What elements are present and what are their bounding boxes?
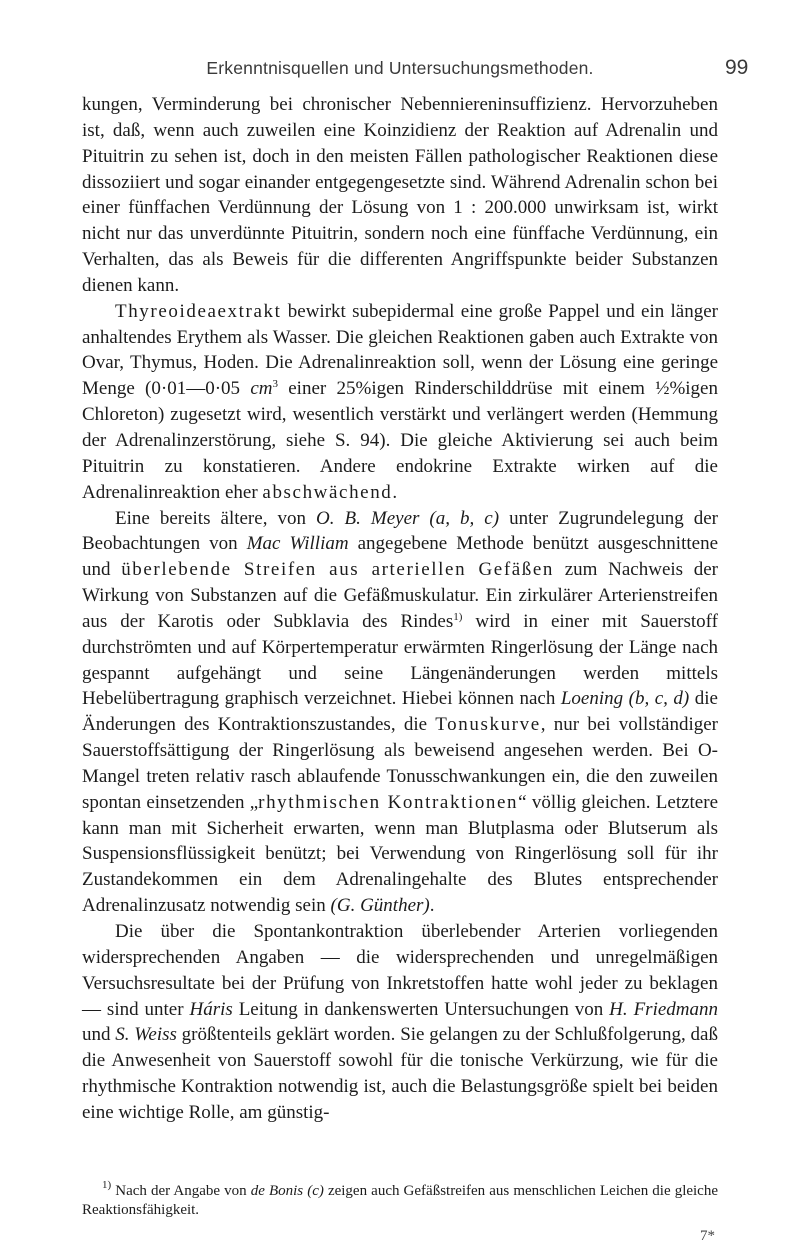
paragraph-3 <box>82 506 718 920</box>
footnote <box>82 1179 718 1220</box>
text-run: Leitung in dankenswerten Untersuchungen von <box>232 998 610 1020</box>
footnote-mark: 1) <box>102 1179 112 1191</box>
text-run: zeigen auch Gefäßstreifen aus menschlichen Leichen die gleiche Reaktionsfähigkeit. <box>82 1183 718 1218</box>
text-run: , nur bei vollständiger Sauerstoffsättigung der Ringerlösung als beweisend angesehen werden. Bei O-Mangel treten relativ rasch ablaufende Tonusschwankungen ein, die den zuweilen spontan einsetzenden „ <box>82 714 718 813</box>
text-run: . <box>429 895 435 917</box>
text-run: . <box>392 481 398 503</box>
text-run: Nach der Angabe von <box>111 1183 251 1199</box>
printer-signature: 7* <box>700 1228 715 1244</box>
author-citation: O. B. Meyer (a, b, c) <box>316 507 500 529</box>
text-run: unter Zugrundelegung der Beobachtungen von <box>82 507 718 555</box>
page-number: 99 <box>725 56 749 79</box>
text-run: wird in einer mit Sauerstoff durchströmten und auf Körpertemperatur erwärmten Ringerlösung der Länge nach gespannt aufgehängt und seine Längenänderungen werden mittels Hebelübertragung graphisch verzeichnet. Hiebei können nach <box>82 610 718 710</box>
text-run: “ völlig gleichen. Letztere kann man mit Sicherheit erwarten, wenn man Blutplasma oder Blutserum als Suspensionsflüssigkeit benützt; bei Verwendung von Ringerlösung soll für ihr Zustandekommen ein dem Adrenalingehalte des Blutes entsprechender Adrenalinzusatz notwendig sein <box>82 791 718 917</box>
author-citation: (G. Günther) <box>330 895 430 917</box>
text-run: bewirkt subepidermal eine große Pappel und ein länger anhaltendes Erythem als Wasser. Die gleichen Reaktionen gaben auch Extrakte von Ovar, Thymus, Hoden. Die Adrenalinreaktion soll, wenn der Lösung eine geringe Menge (0·01—0·05 <box>82 300 718 400</box>
author-citation: S. Weiss <box>115 1024 177 1046</box>
unit: cm <box>250 378 273 400</box>
running-title: Erkenntnisquellen und Untersuchungsmethoden. <box>206 58 594 78</box>
text-run: kungen, Verminderung bei chronischer Nebenniereninsuffizienz. Hervorzuheben ist, daß, wenn auch zuweilen eine Koinzidienz der Reaktion auf Adrenalin und Pituitrin zu sehen ist, doch in den meisten Fällen pathologischer Reaktionen diese dissoziiert und sogar einander entgegengesetzte sind. Während Adrenalin schon bei einer fünffachen Verdünnung der Lösung von 1 : 200.000 unwirksam ist, wirkt nicht nur das unverdünnte Pituitrin, sondern noch eine fünffache Verdünnung, ein Verhalten, das als Beweis für die differenten Angriffspunkte beider Substanzen dienen kann. <box>82 94 718 296</box>
paragraph-4 <box>82 919 718 1126</box>
text-run: angegebene Methode benützt ausgeschnittene und <box>82 533 718 581</box>
spaced-term: Thyreoideaextrakt <box>115 300 282 322</box>
text-run: und <box>82 1024 116 1046</box>
paragraph-2 <box>82 299 718 506</box>
author-citation: de Bonis (c) <box>250 1183 324 1199</box>
text-run: einer 25%igen Rinderschilddrüse mit einem ½%igen Chloreton) zugesetzt wird, wesentlich verstärkt und verlängert werden (Hemmung der Adrenalinzerstörung, siehe S. 94). Die gleiche Aktivierung sei auch beim Pituitrin zu konstatieren. Andere endokrine Extrakte wirken auf die Adrenalinreaktion eher <box>82 378 718 503</box>
text-run: größtenteils geklärt worden. Sie gelangen zu der Schlußfolgerung, daß die Anwesenheit von Sauerstoff sowohl für die tonische Verkürzung, wie für die rhythmische Kontraktion notwendig ist, auch die Belastungsgröße spielt bei beiden eine wichtige Rolle, am günstig- <box>82 1024 718 1123</box>
author-citation: Loening (b, c, d) <box>560 688 690 710</box>
spaced-term: rhythmischen Kontraktionen <box>258 791 519 813</box>
footnote-reference: 1) <box>453 610 463 623</box>
text-run: zum Nachweis der Wirkung von Substanzen auf die Gefäßmuskulatur. Ein zirkulärer Arterienstreifen aus der Karotis oder Subklavia des Rindes <box>82 559 719 632</box>
author-citation: Háris <box>189 998 233 1020</box>
author-citation: H. Friedmann <box>609 998 718 1020</box>
text-run: die Änderungen des Kontraktionszustandes, die <box>82 688 718 736</box>
text-run: Eine bereits ältere, von <box>115 507 316 529</box>
author-citation: Mac William <box>246 533 349 555</box>
body-text <box>82 92 718 1126</box>
spaced-term: überlebende Streifen aus arteriellen Gefäßen <box>121 559 555 581</box>
text-run: Die über die Spontankontraktion überlebender Arterien vorliegenden widersprechenden Angaben — die widersprechenden und unregelmäßigen Versuchsresultate bei der Prüfung von Inkretstoffen hatte wohl jeder zu beklagen — sind unter <box>82 921 718 1020</box>
unit-exponent: 3 <box>272 378 278 391</box>
spaced-term: abschwächend <box>262 481 393 503</box>
spaced-term: Tonuskurve <box>435 714 541 736</box>
paragraph-1 <box>82 92 718 299</box>
